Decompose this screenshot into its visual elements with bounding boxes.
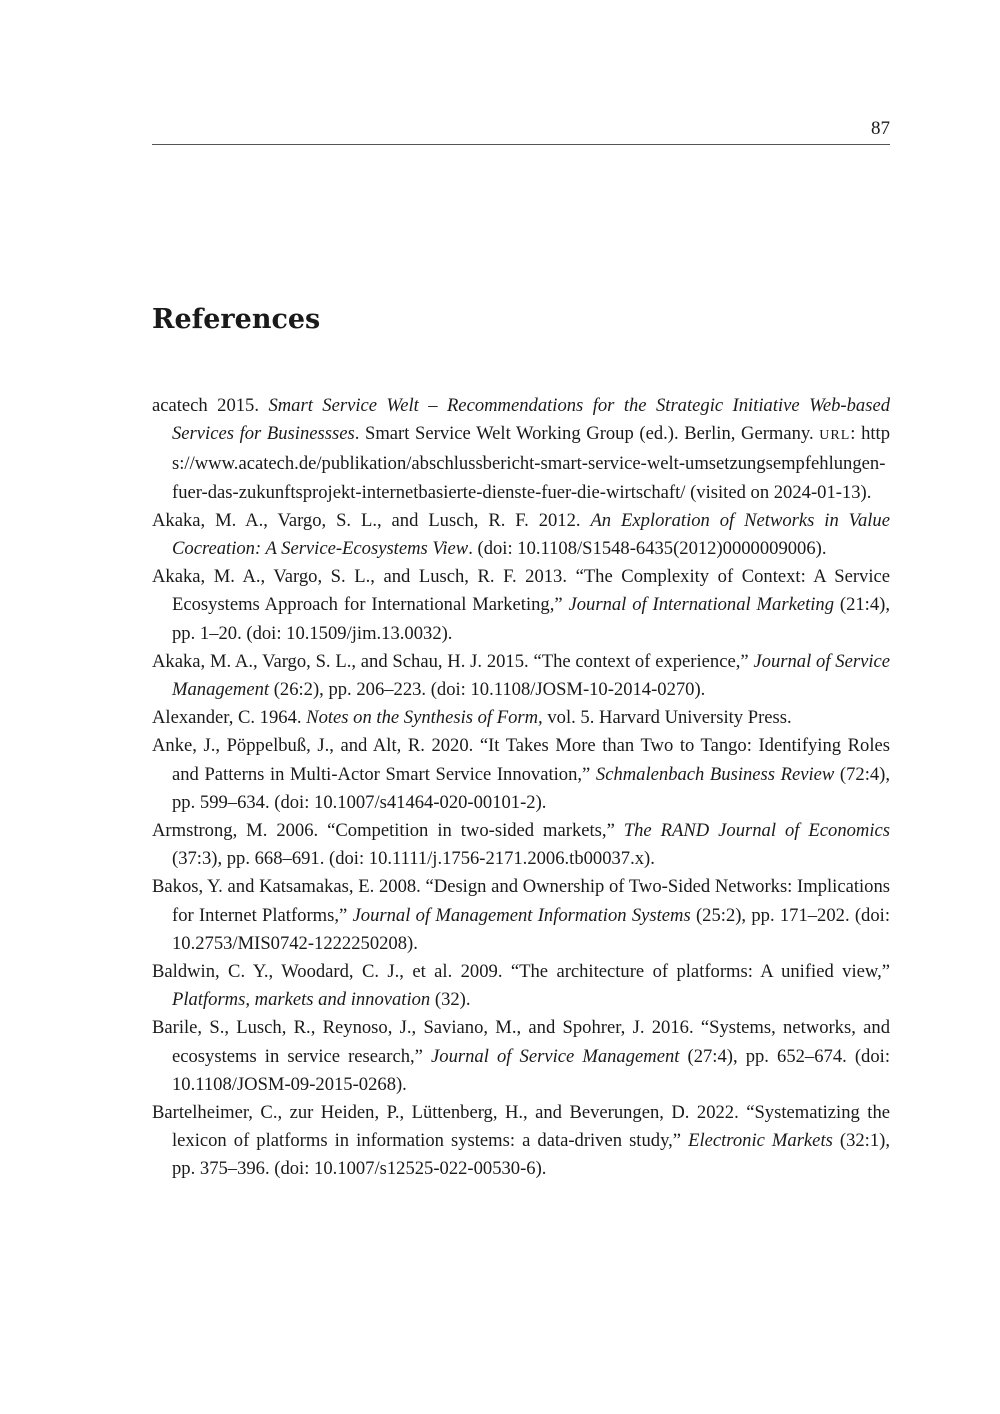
page-number: 87 (871, 118, 890, 139)
page-header (152, 118, 890, 145)
reference-entry: Akaka, M. A., Vargo, S. L., and Schau, H. J. 2015. “The context of experience,” Journal of Service Management (26:2), pp. 206–223. (doi: 10.1108/JOSM-10-2014-0270). (152, 650, 890, 701)
reference-entry: Alexander, C. 1964. Notes on the Synthesis of Form, vol. 5. Harvard University Press. (152, 707, 792, 729)
reference-entry: Armstrong, M. 2006. “Competition in two-sided markets,” The RAND Journal of Economics (37:3), pp. 668–691. (doi: 10.1111/j.1756-2171.2006.tb00037.x). (152, 820, 890, 870)
url-label: URL (819, 428, 851, 444)
section-title: References (152, 304, 321, 335)
reference-entry: Bartelheimer, C., zur Heiden, P., Lüttenberg, H., and Beverungen, D. 2022. “Systematizing the lexicon of platforms in information systems: a data-driven study,” Electronic Markets (32:1), pp. 375–396. (doi: 10.1007/s12525-022-00530-6). (152, 1102, 890, 1180)
reference-entry: Bakos, Y. and Katsamakas, E. 2008. “Design and Ownership of Two-Sided Networks: Implications for Internet Platforms,” Journal of Management Information Systems (25:2), pp. 171–202. (doi: 10.2753/MIS0742-1222250208). (152, 876, 890, 954)
reference-entry: Baldwin, C. Y., Woodard, C. J., et al. 2009. “The architecture of platforms: A unified view,” Platforms, markets and innovation (32). (152, 961, 890, 1011)
reference-entry: Akaka, M. A., Vargo, S. L., and Lusch, R. F. 2012. An Exploration of Networks in Value Cocreation: A Service-Ecosystems View. (doi: 10.1108/S1548-6435(2012)0000009006). (152, 509, 890, 560)
reference-entry: acatech 2015. Smart Service Welt – Recommendations for the Strategic Initiative Web-based Services for Businessses. Smart Service Welt Working Group (ed.). Berlin, Germany. URL: https://www.acatech.de/publikation/abschlussbericht-smart-service-welt-umsetzungsempfehlungen-fuer-das-zukunftsprojekt-internetbasierte-dienste-fuer-die-wirtschaft/ (visited on 2024-01-13). (152, 395, 891, 503)
reference-entry: Akaka, M. A., Vargo, S. L., and Lusch, R. F. 2013. “The Complexity of Context: A Service Ecosystems Approach for International Marketing,” Journal of International Marketing (21:4), pp. 1–20. (doi: 10.1509/jim.13.0032). (152, 566, 890, 644)
reference-entry: Anke, J., Pöppelbuß, J., and Alt, R. 2020. “It Takes More than Two to Tango: Identifying Roles and Patterns in Multi-Actor Smart Service Innovation,” Schmalenbach Business Review (72:4), pp. 599–634. (doi: 10.1007/s41464-020-00101-2). (152, 735, 891, 813)
reference-entry: Barile, S., Lusch, R., Reynoso, J., Saviano, M., and Spohrer, J. 2016. “Systems, networks, and ecosystems in service research,” Journal of Service Management (27:4), pp. 652–674. (doi: 10.1108/JOSM-09-2015-0268). (152, 1017, 890, 1095)
reference-list (152, 392, 890, 1184)
reference-url[interactable]: : https://www.acatech.de/publikation/abschlussbericht-smart-service-welt-umsetzungsempfehlungen-fuer-das-zukunftsprojekt-internetbasierte-dienste-fuer-die-wirtschaft/ (172, 423, 891, 503)
